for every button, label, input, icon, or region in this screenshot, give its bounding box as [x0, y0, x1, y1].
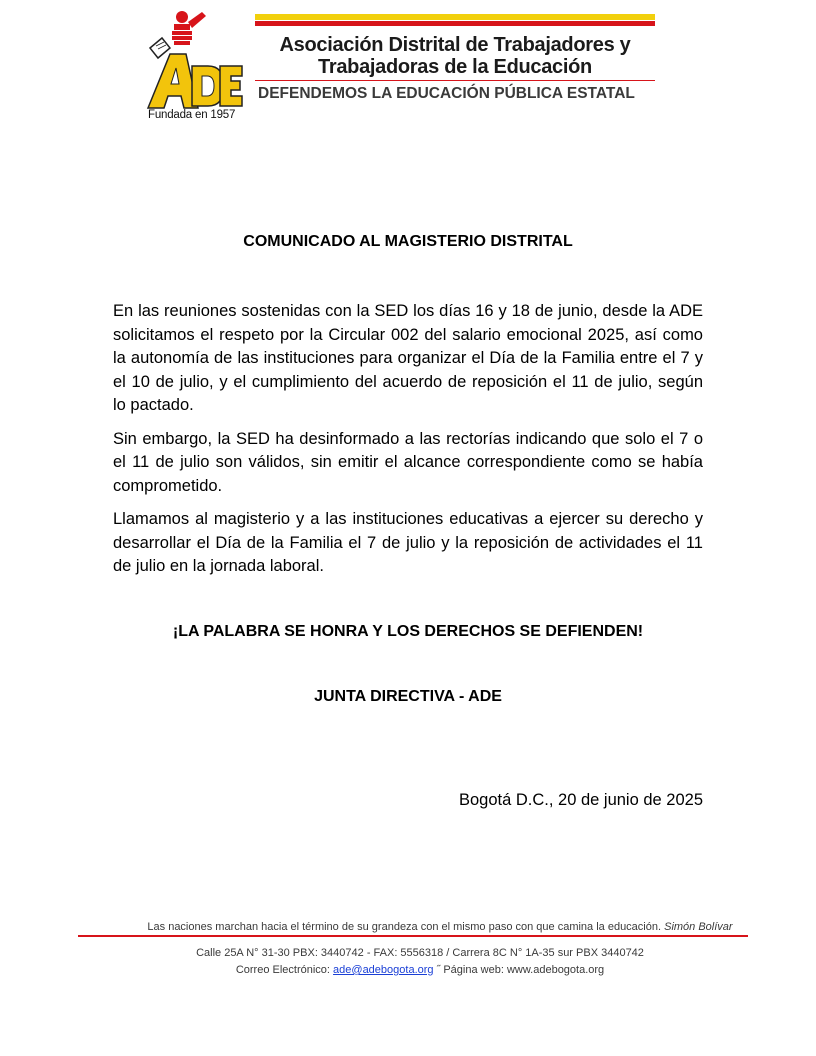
organization-name-line-1: Asociación Distrital de Trabajadores y: [279, 34, 631, 56]
organization-name: [250, 34, 660, 78]
footer-quote: [80, 921, 800, 933]
founded-label: Fundada en 1957: [148, 109, 236, 121]
slogan: ¡LA PALABRA SE HONRA Y LOS DERECHOS SE DEFIENDEN!: [172, 623, 644, 640]
footer-address: Calle 25A N° 31-30 PBX: 3440742 - FAX: 5556318 / Carrera 8C N° 1A-35 sur PBX 3440742: [196, 947, 644, 959]
paragraph-3: Llamamos al magisterio y a las instituciones educativas a ejercer su derecho y desarrollar el Día de la Familia el 7 de julio y la reposición de actividades el 11 de julio en la jornada laboral.: [113, 510, 703, 575]
header-red-band: [255, 21, 655, 26]
place-date: Bogotá D.C., 20 de junio de 2025: [458, 791, 703, 809]
paragraph-2: Sin embargo, la SED ha desinformado a las rectorías indicando que solo el 7 o el 11 de julio son válidos, sin emitir el alcance correspondiente como se había comprometido.: [113, 429, 703, 495]
header-yellow-band: [255, 14, 655, 20]
footer-contact: [80, 964, 760, 976]
document-title: COMUNICADO AL MAGISTERIO DISTRITAL: [243, 233, 573, 250]
quote-text: Las naciones marchan hacia el término de su grandeza con el mismo paso con que camina la educación.: [147, 921, 662, 933]
web-label: Página web:: [443, 964, 504, 976]
paragraph-1: En las reuniones sostenidas con la SED los días 16 y 18 de junio, desde la ADE solicitamos el respeto por la Circular 002 del salario emocional 2025, así como la autonomía de las instituciones para organizar el Día de la Familia entre el 7 y el 10 de julio, y el cumplimiento del acuerdo de reposición el 11 de julio, según lo pactado.: [113, 302, 703, 414]
email-link[interactable]: ade@adebogota.org: [333, 964, 434, 976]
document-body: [113, 300, 703, 589]
footer-divider: [78, 935, 748, 937]
tagline: DEFENDEMOS LA EDUCACIÓN PÚBLICA ESTATAL: [258, 85, 635, 102]
ade-logo: [144, 8, 244, 124]
quote-author: Simón Bolívar: [664, 921, 733, 933]
separator: ˝: [436, 964, 441, 976]
web-link[interactable]: www.adebogota.org: [506, 964, 605, 976]
email-label: Correo Electrónico:: [235, 964, 330, 976]
organization-name-line-2: Trabajadoras de la Educación: [318, 56, 592, 78]
signature: JUNTA DIRECTIVA - ADE: [314, 688, 502, 705]
header-divider: [255, 80, 655, 81]
